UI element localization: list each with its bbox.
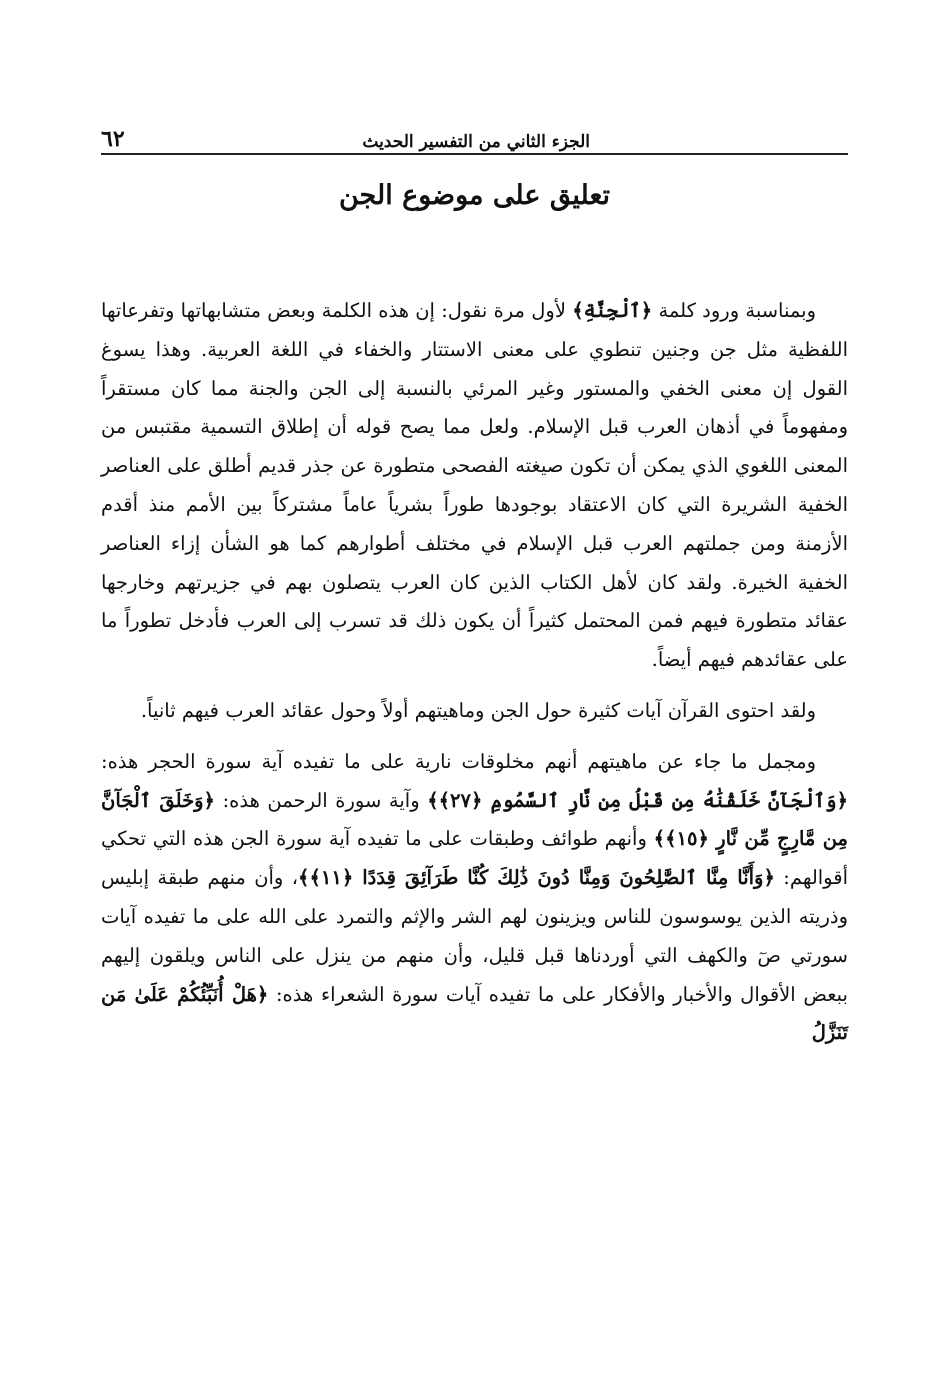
text-run: وأنهم طوائف وطبقات على ما تفيده آية سورة الجن هذه التي تحكي أقوالهم: (101, 827, 848, 890)
quran-quote: ﴿وَٱلْجَآنَّ خَلَقْنَٰهُ مِن قَبْلُ مِن نَّارِ ٱلسَّمُومِ ﴿٢٧﴾﴾ (427, 788, 849, 812)
quran-quote: ﴿وَخَلَقَ ٱلْجَآنَّ مِن مَّارِجٍ مِّن نَّارٍ ﴿١٥﴾﴾ (101, 788, 849, 851)
page-header (101, 118, 848, 152)
section-title: تعليق على موضوع الجن (338, 180, 610, 211)
running-title: الجزء الثاني من التفسير الحديث (362, 132, 590, 152)
header-rule (101, 153, 848, 155)
text-run: ومجمل ما جاء عن ماهيتهم أنهم مخلوقات نارية على ما تفيده آية سورة الحجر هذه: (101, 749, 816, 773)
quran-quote: ﴿وَأَنَّا مِنَّا ٱلصَّٰلِحُونَ وَمِنَّا دُونَ ذَٰلِكَ كُنَّا طَرَآئِقَ قِدَدًا ﴿١١﴾﴾ (298, 866, 775, 890)
quran-quote: ﴿هَلْ أُنَبِّئُكُمْ عَلَىٰ مَن تَنَزَّلُ (101, 982, 848, 1045)
paragraph (101, 292, 848, 680)
text-run: ، وأن منهم طبقة إبليس وذريته الذين يوسوسون للناس ويزينون لهم الشر والإثم والتمرد على الله على ما تفيده آيات سورتي صٓ والكهف التي أوردناها قبل قليل، وأن منهم من ينزل على الناس ويلقون إليهم ببعض الأقوال والأخبار والأفكار على ما تفيده آيات سورة الشعراء هذه: (101, 866, 848, 1006)
body-text (101, 292, 848, 1053)
page-number: ٦٢ (101, 126, 125, 152)
text-run: وآية سورة الرحمن هذه: (215, 788, 428, 812)
paragraph (101, 743, 848, 1053)
text-run: لأول مرة نقول: إن هذه الكلمة وبعض متشابهاتها وتفرعاتها اللفظية مثل جن وجنين تنطوي على معنى الاستتار والخفاء في اللغة العربية. وهذا يسوغ القول إن معنى الخفي والمستور وغير المرئي بالنسبة إلى الجن والجنة مما كان مستقراً ومفهوماً في أذهان العرب قبل الإسلام. ولعل مما يصح قوله أن إطلاق التسمية مقتبس من المعنى اللغوي الذي يمكن أن تكون صيغته الفصحى متطورة عن جذر قديم أطلق على العناصر الخفية الشريرة التي كان الاعتقاد بوجودها طوراً بشرياً عاماً مشتركاً بين الأمم منذ أقدم الأزمنة ومن جملتهم العرب قبل الإسلام في مختلف أطوارهم كما هو الشأن إزاء العناصر الخفية الخيرة. ولقد كان لأهل الكتاب الذين كان العرب يتصلون بهم في جزيرتهم وخارجها عقائد متطورة فيهم فمن المحتمل كثيراً أن يكون ذلك قد تسرب إلى العرب فأدخل تطوراً ما على عقائدهم فيهم أيضاً. (101, 299, 848, 672)
text-run: وبمناسبة ورود كلمة (652, 299, 816, 322)
paragraph (101, 692, 848, 731)
quran-quote: ﴿ٱلْجِنَّةِ﴾ (572, 299, 653, 322)
text-run: ولقد احتوى القرآن آيات كثيرة حول الجن وماهيتهم أولاً وحول عقائد العرب فيهم ثانياً. (140, 698, 816, 722)
